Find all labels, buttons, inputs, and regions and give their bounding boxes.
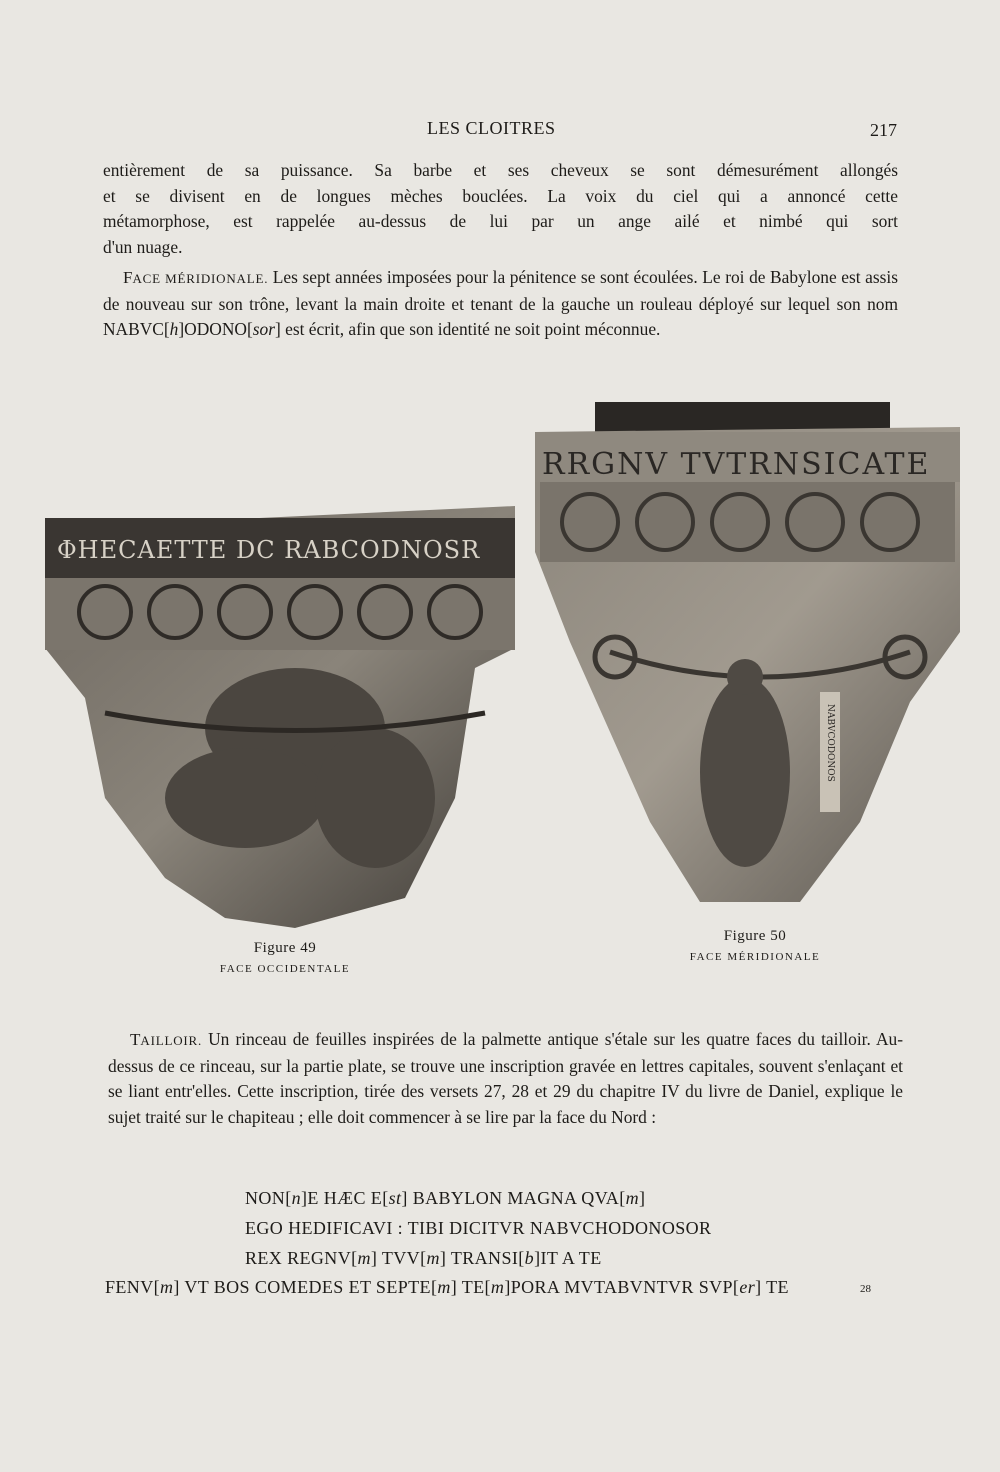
verse-text: NON[: [245, 1188, 292, 1208]
verse-text: ]PORA MVTABVNTVR SVP[: [504, 1277, 740, 1297]
figure-label: FACE OCCIDENTALE: [219, 963, 351, 975]
inscription-verse-2: [245, 1218, 711, 1239]
paragraph-text: ] est écrit, afin que son identité ne soit point méconnue.: [275, 319, 661, 339]
paragraph-tailloir: [108, 1027, 903, 1130]
figure-label: FACE MÉRIDIONALE: [689, 951, 821, 963]
editorial-italic: m: [625, 1188, 639, 1208]
figure-50-photo: [530, 402, 960, 912]
paragraph-text: ]ODONO[: [178, 319, 253, 339]
capital-illustration: [530, 402, 960, 912]
text-line: d'un nuage.: [103, 236, 183, 257]
section-lead-initial: T: [130, 1030, 141, 1049]
inscription-verse-4: [105, 1277, 789, 1298]
editorial-italic: h: [169, 319, 179, 339]
editorial-italic: n: [291, 1188, 301, 1208]
scroll-inscription: NABVCODONOS: [825, 704, 835, 782]
section-lead-initial: F: [123, 268, 133, 287]
figure-number: Figure 50: [723, 928, 787, 944]
section-lead: ACE MÉRIDIONALE.: [132, 271, 269, 286]
page-number: 217: [870, 120, 897, 140]
inscription-verse-3: [245, 1248, 602, 1269]
verse-text: ]E HÆC E[: [301, 1188, 389, 1208]
verse-text: ] BABYLON MAGNA QVA[: [401, 1188, 626, 1208]
text-line: et se divisent en de longues mèches bouclées. La voix du ciel qui a annoncé cette: [103, 185, 898, 206]
paragraph-text: Un rinceau de feuilles inspirées de la palmette antique s'étale sur les quatre faces du tailloir. Au-dessus de ce rinceau, sur la partie plate, se trouve une inscription gravée en lettres capitales, souvent s'enlaçant et se liant entr'elles. Cette inscription, tirée des versets 27, 28 et 29 du chapitre IV du livre de Daniel, explique le sujet traité sur le chapiteau ; elle doit commencer à se lire par la face du Nord :: [108, 1029, 903, 1127]
editorial-italic: m: [437, 1277, 451, 1297]
figure-50-inscription: RRGNV TVTRNSICATE: [542, 447, 931, 482]
figure-50-caption: [635, 928, 875, 963]
verse-text: ] TVV[: [370, 1248, 427, 1268]
paragraph-text: Les sept années imposées pour la pénitence se sont écoulées. Le roi de Babylone est assis de nouveau sur son trône, levant la main droite et tenant de la gauche un rouleau déployé sur lequel son nom NABVC[: [103, 267, 898, 339]
editorial-italic: m: [490, 1277, 505, 1297]
verse-text: FENV[: [105, 1277, 160, 1297]
figure-49-inscription: ΦHECAETTE DC RABCODNOSR: [57, 536, 481, 564]
figure-49-caption: [165, 940, 405, 975]
verse-text: ] TE[: [450, 1277, 491, 1297]
verse-text: ] TRANSI[: [439, 1248, 525, 1268]
text-line: entièrement de sa puissance. Sa barbe et ses cheveux se sont démesurément allongés: [103, 160, 898, 180]
capital-illustration: [45, 498, 515, 930]
running-title: LES CLOITRES: [427, 118, 556, 138]
running-head: [0, 118, 1000, 144]
verse-text: REX REGNV[: [245, 1248, 358, 1268]
editorial-italic: m: [160, 1277, 174, 1297]
verse-text: ]: [639, 1188, 646, 1208]
editorial-italic: m: [426, 1248, 440, 1268]
verse-text: ] TE: [755, 1277, 789, 1297]
editorial-italic: b: [524, 1248, 535, 1268]
verse-text: ]IT A TE: [534, 1248, 602, 1268]
signature-mark: 28: [860, 1283, 871, 1295]
paragraph-face-meridionale: [103, 265, 898, 343]
verse-text: EGO HEDIFICAVI : TIBI DICITVR NABVCHODONOSOR: [245, 1218, 712, 1238]
text-line: métamorphose, est rappelée au-dessus de lui par un ange ailé et nimbé qui sort: [103, 211, 898, 231]
section-lead: AILLOIR.: [140, 1033, 203, 1048]
figure-number: Figure 49: [253, 940, 317, 956]
figure-49-photo: [45, 498, 515, 930]
inscription-verse-1: [245, 1188, 645, 1209]
paragraph-continuation: [103, 158, 898, 260]
editorial-italic: sor: [252, 319, 275, 339]
verse-text: ] VT BOS COMEDES ET SEPTE[: [173, 1277, 438, 1297]
editorial-italic: m: [357, 1248, 371, 1268]
editorial-italic: er: [739, 1277, 756, 1297]
editorial-italic: st: [388, 1188, 402, 1208]
